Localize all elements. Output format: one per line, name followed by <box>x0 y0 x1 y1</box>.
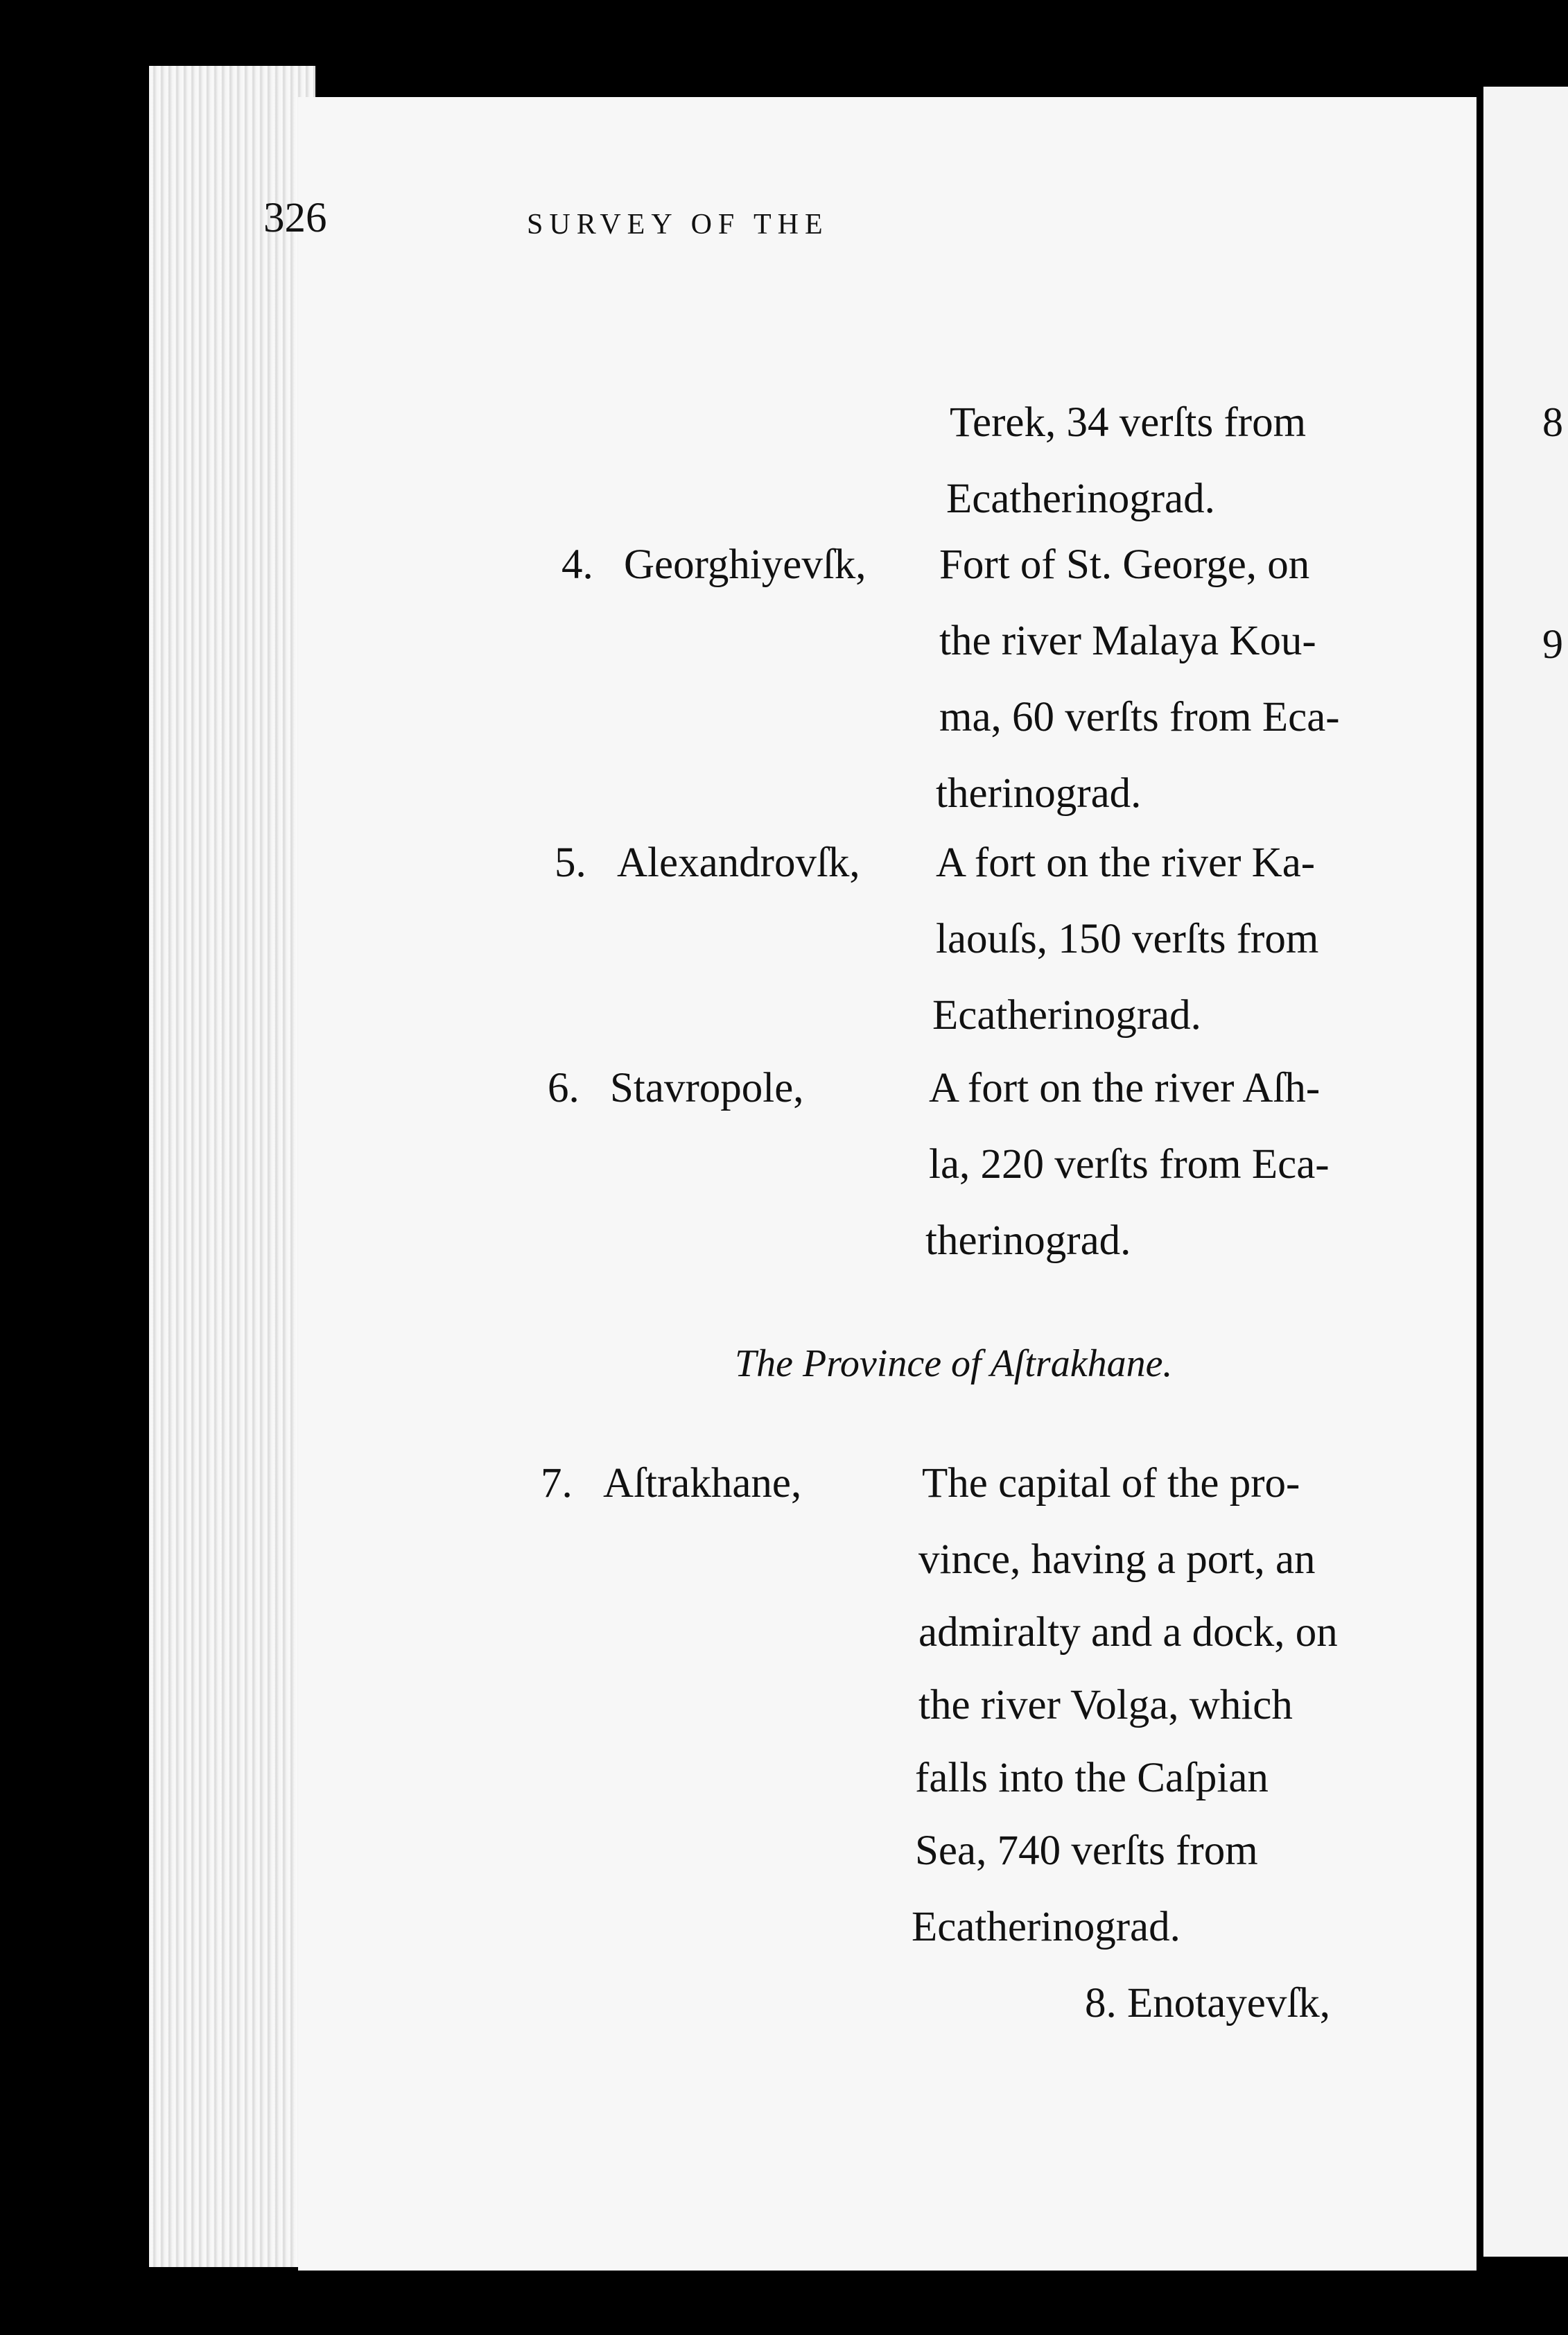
catchword: 8. Enotayevſk, <box>1085 1980 1331 2026</box>
entry-line: A fort on the river Ka- <box>936 840 1316 886</box>
entry-name: Stavropole, <box>610 1065 804 1111</box>
entry-line: the river Malaya Kou- <box>939 618 1316 664</box>
entry-line: Ecatherinograd. <box>912 1904 1181 1950</box>
entry-line: Ecatherinograd. <box>932 992 1201 1039</box>
section-heading: The Province of Aſtrakhane. <box>735 1342 1173 1385</box>
entry-line: The capital of the pro- <box>922 1460 1300 1507</box>
entry-number: 6. <box>548 1065 580 1111</box>
entry-line: the river Volga, which <box>918 1682 1293 1728</box>
entry-number: 4. <box>561 541 593 588</box>
running-head: SURVEY OF THE <box>527 209 829 241</box>
facing-page-fragment: 8 <box>1542 399 1563 445</box>
entry-number: 7. <box>541 1460 573 1507</box>
entry-line: vince, having a port, an <box>918 1536 1316 1583</box>
entry-line: falls into the Caſpian <box>915 1755 1269 1801</box>
entry-line: therinograd. <box>925 1217 1131 1264</box>
entry-name: Georghiyevſk, <box>624 541 866 588</box>
entry-line: admiralty and a dock, on <box>918 1609 1338 1656</box>
entry-line: laouſs, 150 verſts from <box>936 916 1319 962</box>
entry-name: Alexandrovſk, <box>617 840 860 886</box>
book-page-edges <box>149 66 315 2267</box>
entry-line: Terek, 34 verſts from <box>950 399 1307 446</box>
facing-page-fragment: 9 <box>1542 621 1563 667</box>
facing-page-edge <box>1483 87 1568 2257</box>
entry-line: therinograd. <box>936 770 1142 817</box>
entry-line: ma, 60 verſts from Eca- <box>939 694 1340 740</box>
entry-line: A fort on the river Aſh- <box>929 1065 1321 1111</box>
entry-name: Aſtrakhane, <box>603 1460 802 1507</box>
entry-line: Fort of St. George, on <box>939 541 1310 588</box>
entry-line: la, 220 verſts from Eca- <box>929 1141 1330 1188</box>
page-number: 326 <box>263 195 327 241</box>
entry-number: 5. <box>555 840 586 886</box>
entry-line: Sea, 740 verſts from <box>915 1828 1258 1874</box>
entry-line: Ecatherinograd. <box>946 476 1215 522</box>
